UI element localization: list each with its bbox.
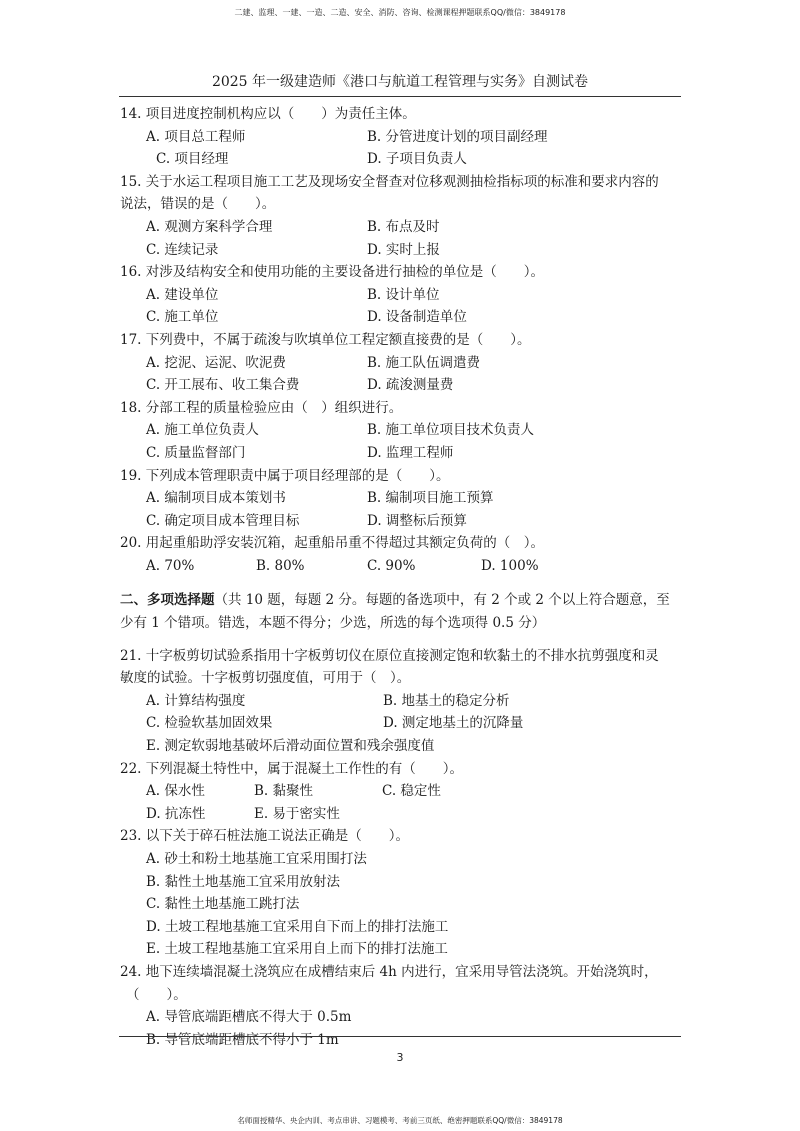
options-row <box>146 374 686 397</box>
option-b: B. 设计单位 <box>367 286 440 303</box>
options-row <box>146 239 686 262</box>
option-c: C. 稳定性 <box>382 783 441 800</box>
option-c: C. 黏性土地基施工跳打法 <box>146 896 300 913</box>
option-a: A. 观测方案科学合理 <box>146 218 273 235</box>
options-row <box>146 690 686 713</box>
question-stem: 23. 以下关于碎石桩法施工说法正确是（ ）。 <box>120 828 410 845</box>
option-e: E. 易于密实性 <box>254 805 340 822</box>
question-19 <box>120 465 686 488</box>
question-stem: 15. 关于水运工程项目施工工艺及现场安全督查对位移观测抽检指标项的标准和要求内容的 <box>120 173 659 190</box>
question-stem: 17. 下列费中，不属于疏浚与吹填单位工程定额直接费的是（ ）。 <box>120 331 531 348</box>
question-stem-cont <box>120 193 686 216</box>
option-c: C. 连续记录 <box>146 241 219 258</box>
option-a: A. 计算结构强度 <box>146 692 246 709</box>
top-watermark-note: 二建、监理、一建、一造、二造、安全、消防、咨询、检测课程押题联系QQ/微信：3849178 <box>234 8 566 17</box>
options-row <box>146 555 686 578</box>
bottom-watermark-note: 名师面授精华、央企内训、考点串讲、习题模考、考前三页纸、绝密押题联系QQ/微信：3849178 <box>237 1116 563 1125</box>
question-14 <box>120 103 686 126</box>
question-stem-cont <box>120 667 686 690</box>
option-d: D. 疏浚测量费 <box>367 377 454 394</box>
question-23 <box>120 825 686 848</box>
question-stem: 24. 地下连续墙混凝土浇筑应在成槽结束后 4h 内进行，宜采用导管法浇筑。开始浇筑时， <box>120 963 658 980</box>
question-stem: 14. 项目进度控制机构应以（ ）为责任主体。 <box>120 106 416 122</box>
section-desc-cont <box>120 612 686 635</box>
question-stem: 22. 下列混凝土特性中，属于混凝土工作性的有（ ）。 <box>120 760 464 777</box>
options-row <box>146 871 686 894</box>
section-desc-2: 少有 1 个错项。错选，本题不得分；少选，所选的每个选项得 0.5 分） <box>120 615 546 632</box>
question-stem: 20. 用起重船助浮安装沉箱，起重船吊重不得超过其额定负荷的（ ）。 <box>120 535 545 552</box>
option-b: B. 编制项目施工预算 <box>367 490 494 507</box>
options-row <box>146 803 686 826</box>
option-c: C. 90% <box>367 557 416 574</box>
question-15 <box>120 171 686 194</box>
option-c: C. 施工单位 <box>146 309 219 326</box>
section-title: 二、多项选择题 <box>120 592 215 609</box>
question-stem-2: 敏度的试验。十字板剪切强度值，可用于（ ）。 <box>120 670 411 687</box>
options-row <box>146 916 686 939</box>
option-c: C. 开工展布、收工集合费 <box>146 377 300 394</box>
option-d: D. 调整标后预算 <box>367 512 467 529</box>
question-stem-cont <box>126 984 686 1007</box>
option-d: D. 设备制造单位 <box>367 309 467 326</box>
option-b: B. 布点及时 <box>367 218 440 235</box>
options-row <box>146 419 686 442</box>
options-row <box>146 352 686 375</box>
option-d: D. 抗冻性 <box>146 805 206 822</box>
option-d: D. 100% <box>481 557 539 574</box>
question-18 <box>120 397 686 420</box>
option-b: B. 施工队伍调遣费 <box>367 354 481 371</box>
option-a: A. 施工单位负责人 <box>146 422 259 439</box>
question-21 <box>120 645 686 668</box>
question-20 <box>120 532 686 555</box>
option-d: D. 测定地基土的沉降量 <box>383 715 524 732</box>
option-b: B. 黏聚性 <box>254 783 314 800</box>
option-a: A. 保水性 <box>146 783 205 800</box>
option-c: C. 检验软基加固效果 <box>146 715 273 732</box>
options-row <box>146 1006 686 1029</box>
option-a: A. 项目总工程师 <box>146 128 246 145</box>
section-desc: （共 10 题，每题 2 分。每题的备选项中，有 2 个或 2 个以上符合题意，至 <box>214 592 670 609</box>
option-c: C. 确定项目成本管理目标 <box>146 512 300 529</box>
options-row <box>146 712 686 735</box>
option-a: A. 导管底端距槽底不得大于 0.5m <box>146 1009 352 1026</box>
question-stem-2: （ ）。 <box>126 986 187 1003</box>
question-stem-2: 说法，错误的是（ ）。 <box>120 196 276 213</box>
option-d: D. 土坡工程地基施工宜采用自下而上的排打法施工 <box>146 918 449 935</box>
page-header-title: 2025 年一级建造师《港口与航道工程管理与实务》自测试卷 <box>211 74 589 90</box>
question-22 <box>120 758 686 781</box>
option-b: B. 导管底端距槽底不得小于 1m <box>146 1031 339 1048</box>
options-row <box>146 780 686 803</box>
options-row <box>146 893 686 916</box>
option-b: B. 地基土的稳定分析 <box>383 692 510 709</box>
option-e: E. 土坡工程地基施工宜采用自上而下的排打法施工 <box>146 941 448 958</box>
footer-divider <box>119 1036 681 1037</box>
options-row <box>146 510 686 533</box>
options-row <box>146 126 686 149</box>
options-row <box>146 284 686 307</box>
header-divider <box>119 96 681 97</box>
options-row <box>146 442 686 465</box>
options-row <box>146 848 686 871</box>
option-b: B. 黏性土地基施工宜采用放射法 <box>146 873 341 890</box>
options-row <box>146 487 686 510</box>
question-17 <box>120 329 686 352</box>
option-b: B. 80% <box>256 557 305 574</box>
options-row <box>146 306 686 329</box>
question-stem: 21. 十字板剪切试验系指用十字板剪切仪在原位直接测定饱和软黏土的不排水抗剪强度和灵 <box>120 647 659 664</box>
options-row <box>146 216 686 239</box>
option-a: A. 砂土和粉土地基施工宜采用围打法 <box>146 851 367 867</box>
options-row <box>146 1029 686 1052</box>
option-a: A. 挖泥、运泥、吹泥费 <box>146 354 286 371</box>
question-stem: 18. 分部工程的质量检验应由（ ）组织进行。 <box>120 399 403 416</box>
options-row <box>146 735 686 758</box>
option-d: D. 监理工程师 <box>367 444 454 461</box>
option-b: B. 施工单位项目技术负责人 <box>367 422 535 439</box>
question-24 <box>120 961 686 984</box>
option-e: E. 测定软弱地基破坏后滑动面位置和残余强度值 <box>146 738 435 755</box>
question-16 <box>120 261 686 284</box>
option-a: A. 建设单位 <box>146 286 219 303</box>
section-2-heading <box>120 589 686 612</box>
question-stem: 16. 对涉及结构安全和使用功能的主要设备进行抽检的单位是（ ）。 <box>120 264 545 281</box>
option-c: C. 项目经理 <box>156 151 229 168</box>
option-c: C. 质量监督部门 <box>146 444 246 461</box>
option-d: D. 实时上报 <box>367 241 440 258</box>
option-a: A. 70% <box>146 557 195 574</box>
question-stem: 19. 下列成本管理职责中属于项目经理部的是（ ）。 <box>120 467 450 484</box>
option-d: D. 子项目负责人 <box>367 151 467 168</box>
exam-content <box>120 103 686 1051</box>
options-row <box>146 938 686 961</box>
option-a: A. 编制项目成本策划书 <box>146 490 286 507</box>
option-b: B. 分管进度计划的项目副经理 <box>367 128 548 145</box>
options-row <box>146 148 686 171</box>
page-number: 3 <box>396 1051 404 1064</box>
